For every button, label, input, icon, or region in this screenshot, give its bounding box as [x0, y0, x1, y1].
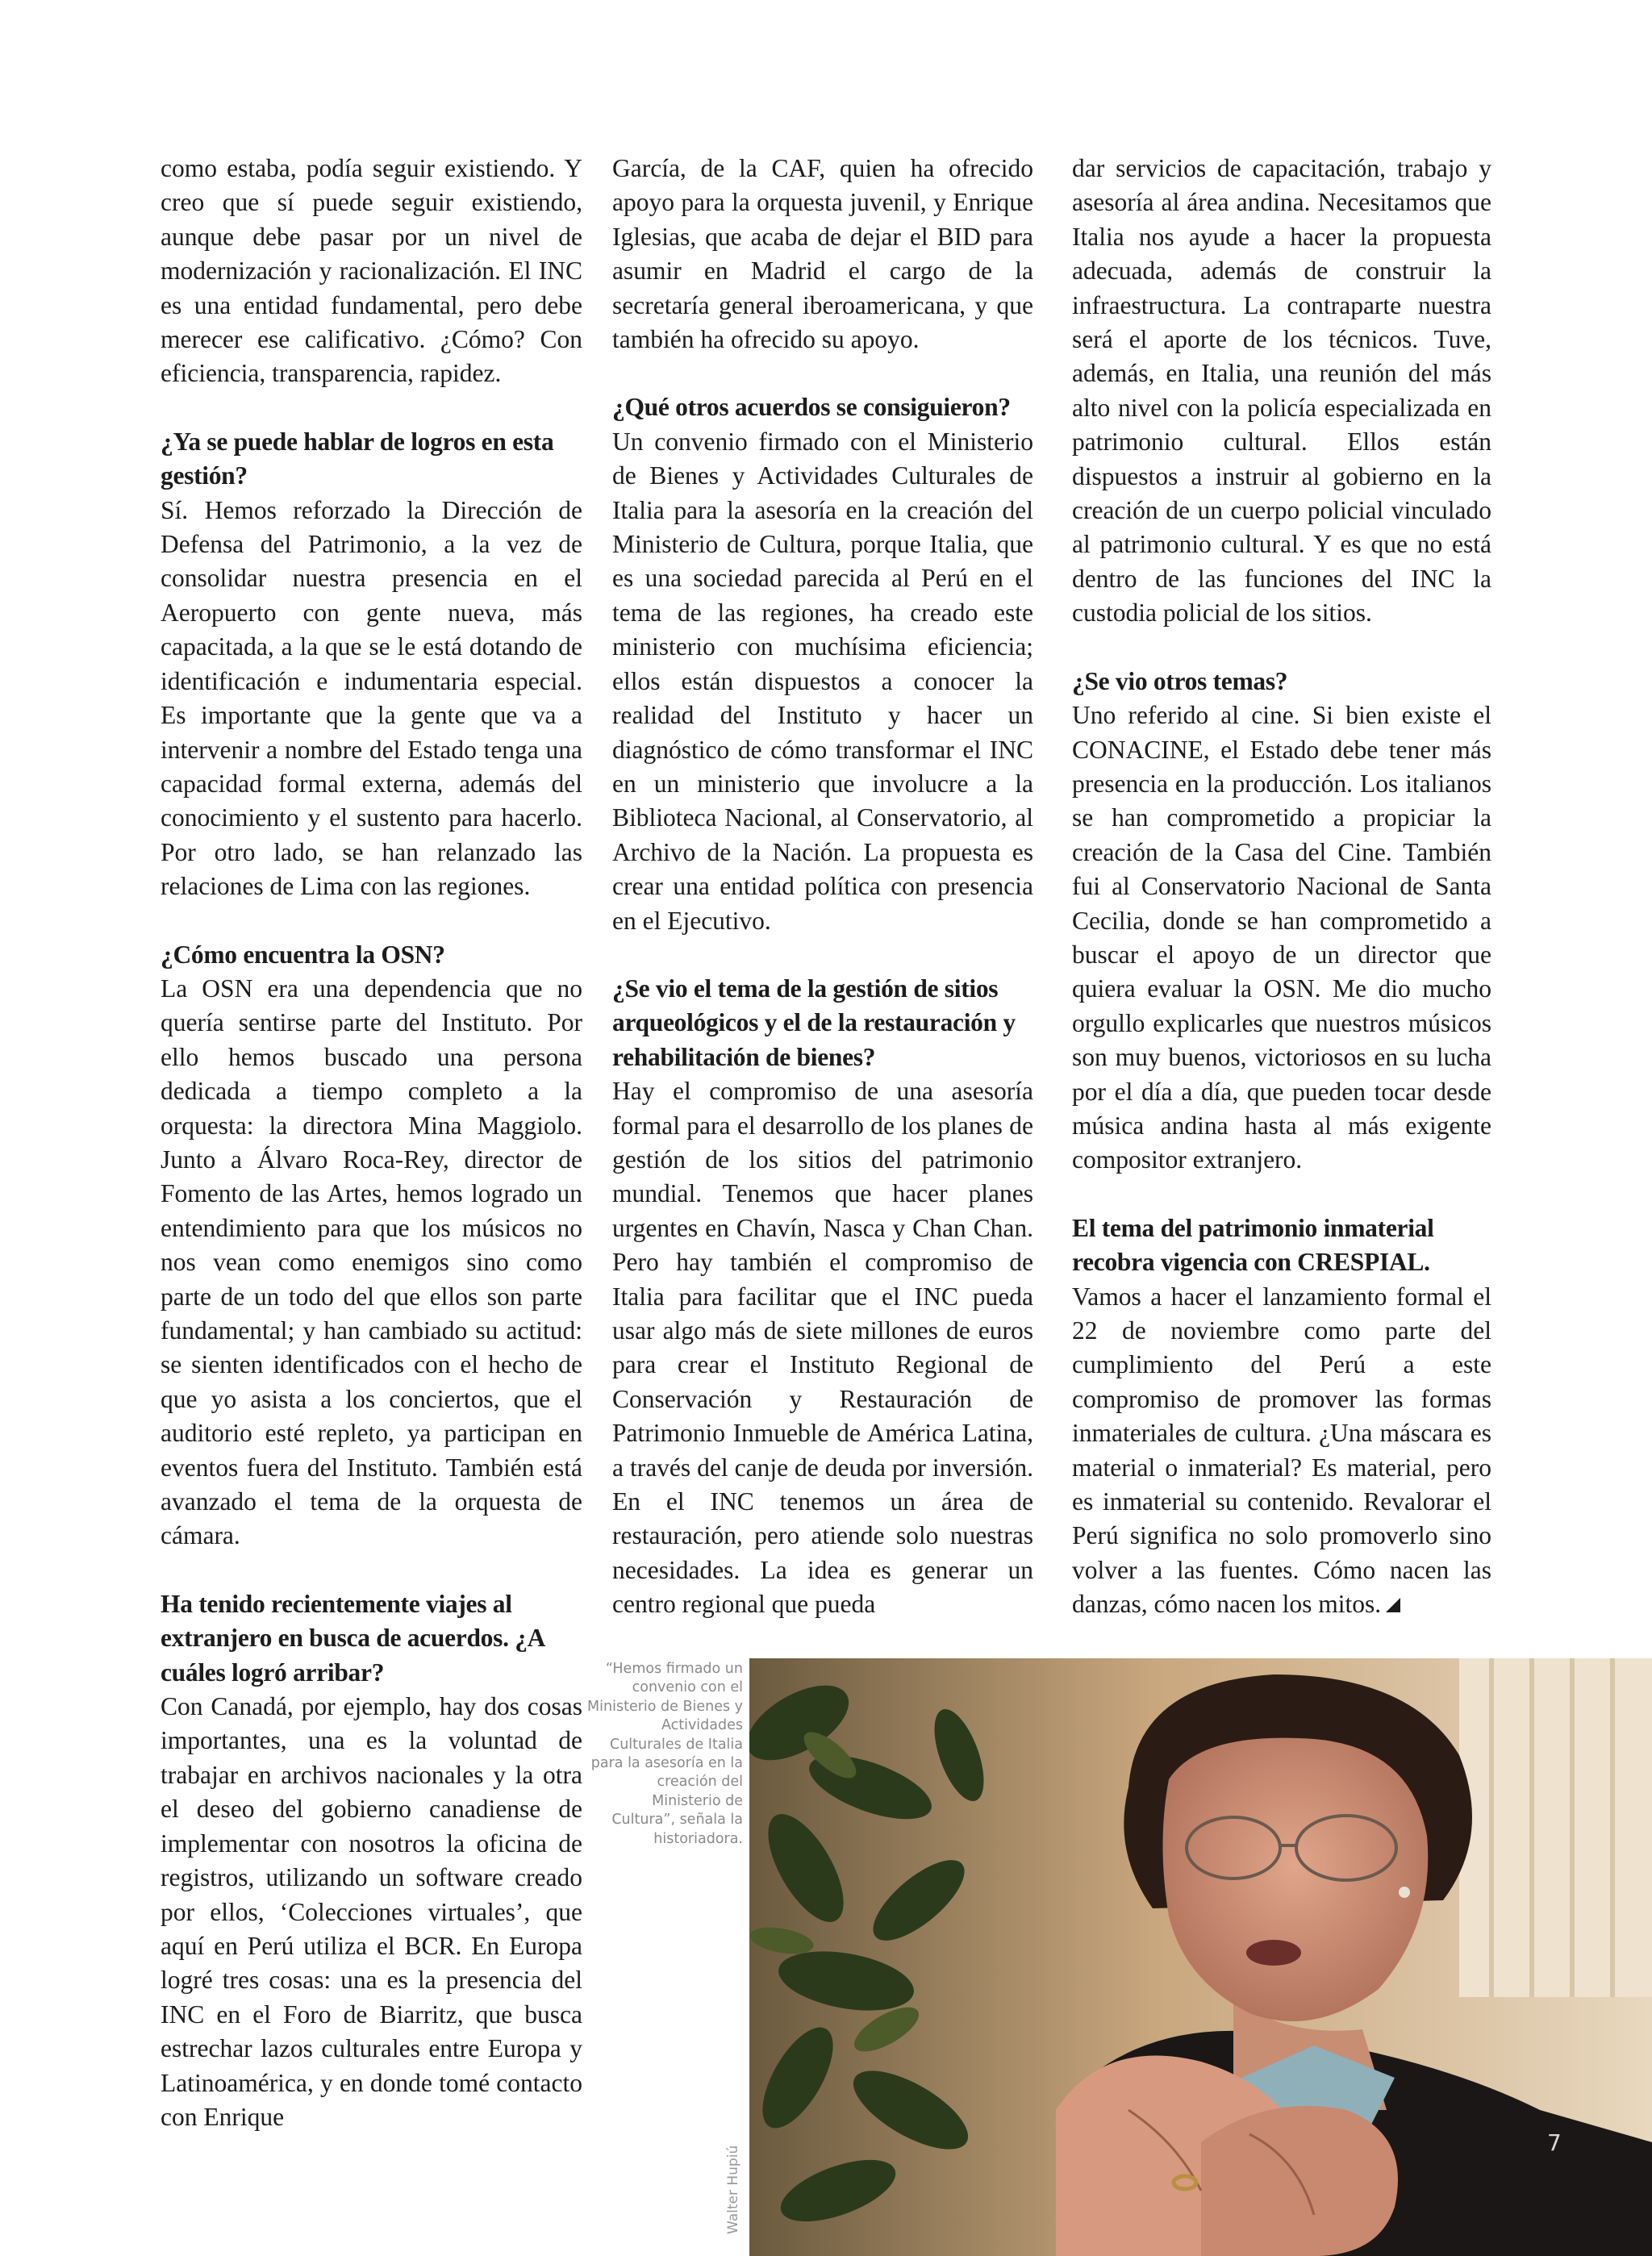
interview-question: ¿Se vio el tema de la gestión de sitios arqueológicos y el de la restauración y rehabilitación de bienes?: [612, 974, 1016, 1071]
paragraph: Uno referido al cine. Si bien existe el CONACINE, el Estado debe tener más presencia en la producción. Los italianos se han comprometido a propiciar la creación de la Casa del Cine. También fui al Conservatorio Nacional de Santa Cecilia, donde se han comprometido a buscar el apoyo de un director que quiera evaluar la OSN. Me dio mucho orgullo explicarles que nuestros músicos son muy buenos, victoriosos en su lucha por el día a día, que pueden tocar desde música andina hasta al más exigente compositor extranjero.: [1072, 701, 1491, 1174]
paragraph: García, de la CAF, quien ha ofrecido apoyo para la orquesta juvenil, y Enrique Iglesias, que acaba de dejar el BID para asumir en Madrid el cargo de la secretaría general iberoamericana, y que también ha ofrecido su apoyo.: [612, 154, 1033, 354]
paragraph: dar servicios de capacitación, trabajo y asesoría al área andina. Necesitamos que Italia nos ayude a hacer la propuesta adecuada, además de construir la infraestructura. La contraparte nuestra será el aporte de los técnicos. Tuve, además, en Italia, una reunión del más alto nivel con la policía especializada en patrimonio cultural. Ellos están dispuestos a instruir al gobierno en la creación de un cuerpo policial vinculado al patrimonio cultural. Y es que no está dentro de las funciones del INC la custodia policial de los sitios.: [1072, 154, 1491, 628]
article-column-3: [1072, 152, 1491, 1622]
paragraph: La OSN era una dependencia que no quería sentirse parte del Instituto. Por ello hemos buscado una persona dedicada a tiempo completo a la orquesta: la directora Mina Maggiolo. Junto a Álvaro Roca-Rey, director de Fomento de las Artes, hemos logrado un entendimiento para que los músicos no nos vean como enemigos sino como parte de un todo del que ellos son parte fundamental; y han cambiado su actitud: se sienten identificados con el hecho de que yo asista a los conciertos, que el auditorio esté repleto, ya participan en eventos fuera del Instituto. También está avanzado el tema de la orquesta de cámara.: [161, 974, 582, 1550]
paragraph: Sí. Hemos reforzado la Dirección de Defensa del Patrimonio, a la vez de consolidar nuestra presencia en el Aeropuerto con gente nueva, más capacitada, a la que se le está dotando de identificación e indumentaria especial. Es importante que la gente que va a intervenir a nombre del Estado tenga una capacidad formal externa, además del conocimiento y el sustento para hacerlo. Por otro lado, se han relanzado las relaciones de Lima con las regiones.: [161, 495, 582, 901]
interview-question: El tema del patrimonio inmaterial recobra vigencia con CRESPIAL.: [1072, 1213, 1434, 1277]
article-column-2: [612, 152, 1033, 1622]
interview-question: ¿Cómo encuentra la OSN?: [161, 940, 445, 969]
end-of-article-mark-icon: [1386, 1598, 1400, 1612]
interview-question: ¿Qué otros acuerdos se consiguieron?: [612, 393, 1011, 422]
interview-question: ¿Ya se puede hablar de logros en esta gestión?: [161, 427, 554, 490]
photo-caption: “Hemos firmado un convenio con el Ministerio de Bienes y Actividades Culturales de Italia para la asesoría en la creación del Ministerio de Cultura”, señala la historiadora.: [587, 1661, 743, 1847]
paragraph: como estaba, podía seguir existiendo. Y creo que sí puede seguir existiendo, aunque debe pasar por un nivel de modernización y racionalización. El INC es una entidad fundamental, pero debe merecer ese calificativo. ¿Cómo? Con eficiencia, transparencia, rapidez.: [161, 154, 582, 388]
interviewee-photo: [749, 1658, 1652, 2256]
article-column-1: [161, 152, 582, 2134]
page-number: 7: [1547, 2129, 1562, 2156]
photo-credit: Walter Hupiú: [725, 2145, 741, 2234]
paragraph: Hay el compromiso de una asesoría formal para el desarrollo de los planes de gestión de los sitios del patrimonio mundial. Tenemos que hacer planes urgentes en Chavín, Nasca y Chan Chan. Pero hay también el compromiso de Italia para facilitar que el INC pueda usar algo más de siete millones de euros para crear el Instituto Regional de Conservación y Restauración de Patrimonio Inmueble de América Latina, a través del canje de deuda por inversión. En el INC tenemos un área de restauración, pero atiende solo nuestras necesidades. La idea es generar un centro regional que pueda: [612, 1077, 1033, 1619]
paragraph: Un convenio firmado con el Ministerio de Bienes y Actividades Culturales de Italia para la asesoría en la creación del Ministerio de Cultura, porque Italia, que es una sociedad parecida al Perú en el tema de las regiones, ha creado este ministerio con muchísima eficiencia; ellos están dispuestos a conocer la realidad del Instituto y hacer un diagnóstico de cómo transformar el INC en un ministerio que involucre a la Biblioteca Nacional, al Conservatorio, al Archivo de la Nación. La propuesta es crear una entidad política con presencia en el Ejecutivo.: [612, 427, 1033, 935]
interview-question: ¿Se vio otros temas?: [1072, 666, 1288, 695]
closing-paragraph: [1072, 1280, 1491, 1622]
interview-question: Ha tenido recientemente viajes al extranjero en busca de acuerdos. ¿A cuáles logró arribar?: [161, 1589, 544, 1687]
paragraph: Con Canadá, por ejemplo, hay dos cosas importantes, una es la voluntad de trabajar en archivos nacionales y la otra el deseo del gobierno canadiense de implementar con nosotros la oficina de registros, utilizando un software creado por ellos, ‘Colecciones virtuales’, que aquí en Perú utiliza el BCR. En Europa logré tres cosas: una es la presencia del INC en el Foro de Biarritz, que busca estrechar lazos culturales entre Europa y Latinoamérica, y en donde tomé contacto con Enrique: [161, 1692, 582, 2131]
paragraph-text: Vamos a hacer el lanzamiento formal el 22 de noviembre como parte del cumplimiento del Perú a este compromiso de promover las formas inmateriales de cultura. ¿Una máscara es material o inmaterial? Es material, pero es inmaterial su contenido. Revalorar el Perú significa no solo promoverlo sino volver a las fuentes. Cómo nacen las danzas, cómo nacen los mitos.: [1072, 1282, 1491, 1619]
